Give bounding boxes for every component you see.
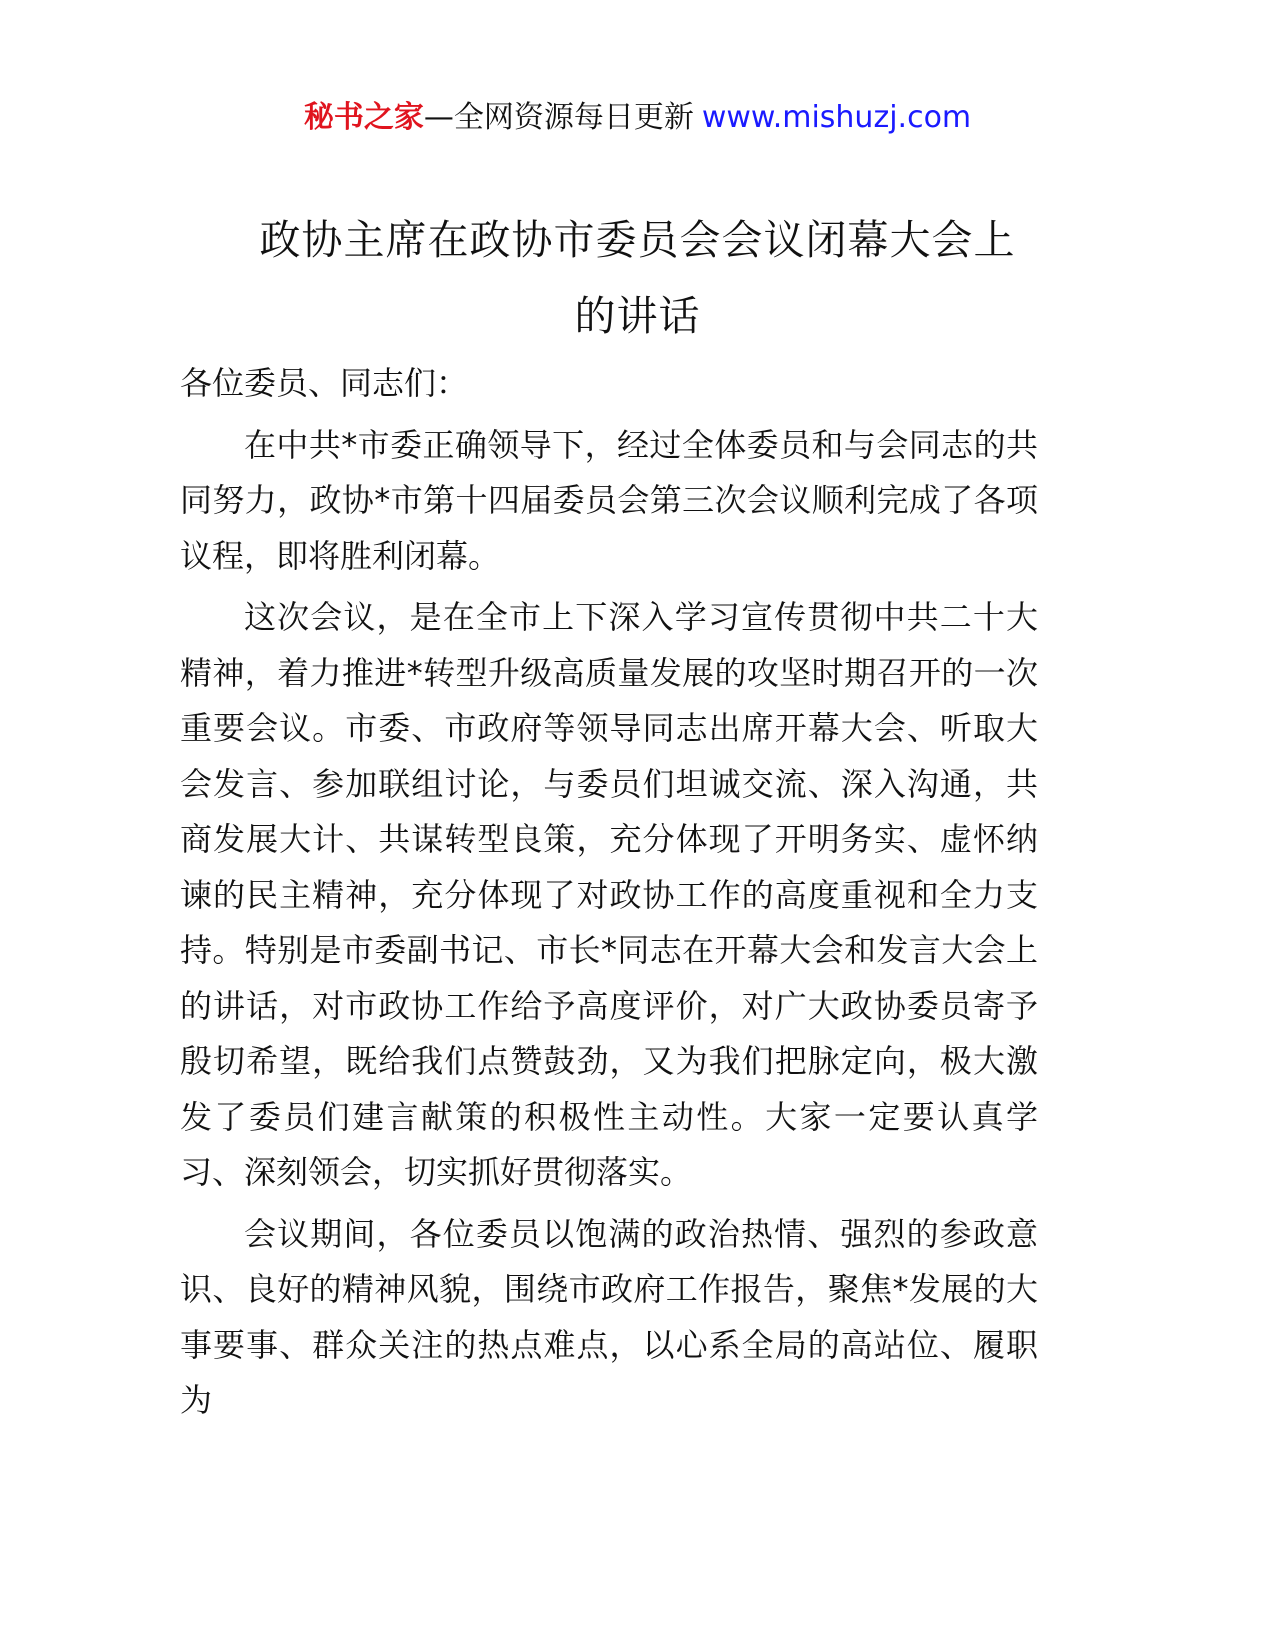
site-header [0, 98, 1275, 138]
brand-name: 秘书之家 [303, 100, 424, 135]
paragraph: 会议期间，各位委员以饱满的政治热情、强烈的参政意识、良好的精神风貌，围绕市政府工作报告，聚焦*发展的大事要事、群众关注的热点难点，以心系全局的高站位、履职为 [180, 1214, 1038, 1419]
title-line-2: 的讲话 [574, 292, 701, 340]
paragraph: 在中共*市委正确领导下，经过全体委员和与会同志的共同努力，政协*市第十四届委员会第三次会议顺利完成了各项议程，即将胜利闭幕。 [180, 425, 1038, 575]
document-body [180, 356, 1038, 1435]
site-url-link[interactable]: www.mishuzj.com [701, 100, 972, 135]
paragraph: 这次会议，是在全市上下深入学习宣传贯彻中共二十大精神，着力推进*转型升级高质量发展的攻坚时期召开的一次重要会议。市委、市政府等领导同志出席开幕大会、听取大会发言、参加联组讨论，与委员们坦诚交流、深入沟通，共商发展大计、共谋转型良策，充分体现了开明务实、虚怀纳谏的民主精神，充分体现了对政协工作的高度重视和全力支持。特别是市委副书记、市长*同志在开幕大会和发言大会上的讲话，对市政协工作给予高度评价，对广大政协委员寄予殷切希望，既给我们点赞鼓劲，又为我们把脉定向，极大激发了委员们建言献策的积极性主动性。大家一定要认真学习、深刻领会，切实抓好贯彻落实。 [180, 598, 1038, 1191]
document-title [180, 212, 1095, 364]
salutation: 各位委员、同志们： [180, 364, 469, 402]
title-line-1: 政协主席在政协市委员会会议闭幕大会上 [259, 216, 1016, 264]
site-slogan: —全网资源每日更新 [423, 100, 694, 135]
